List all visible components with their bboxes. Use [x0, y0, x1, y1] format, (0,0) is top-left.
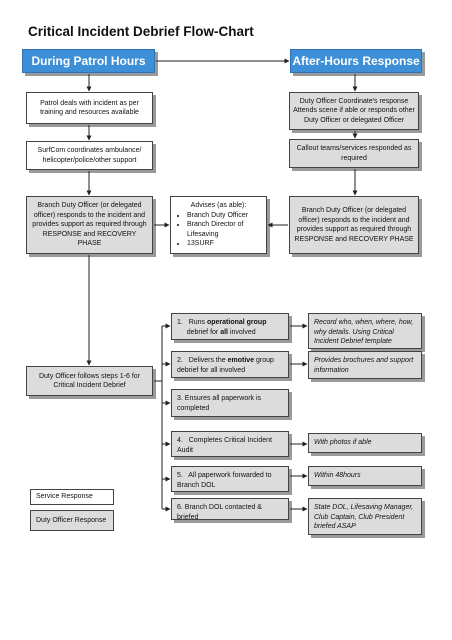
- callout-box: Callout teams/services responded as required: [289, 139, 419, 168]
- step-1-note: Record who, when, where, how, why details. Using Critical Incident Debrief template: [308, 313, 422, 349]
- advises-heading: Advises (as able):: [190, 202, 247, 209]
- step-text: Branch DOL contacted & briefed: [177, 504, 262, 521]
- step-2-note: Provides brochures and support information: [308, 351, 422, 379]
- advises-item: • Branch Duty Officer: [187, 211, 260, 221]
- step-text: debrief for: [184, 328, 221, 336]
- step-number: 6.: [177, 504, 183, 511]
- step-4-note: With photos if able: [308, 433, 422, 453]
- step-text: Ensures all paperwork is completed: [177, 395, 262, 412]
- patrol-hours-header: During Patrol Hours: [22, 49, 155, 73]
- step-text-bold: operational group: [206, 319, 267, 326]
- step-number: 2.: [177, 357, 183, 364]
- advises-item: • 13SURF: [187, 239, 260, 249]
- step-text: All paperwork forwarded to Branch DOL: [177, 472, 272, 489]
- legend-duty-officer-response: Duty Officer Response: [30, 510, 114, 531]
- step-number: 4.: [177, 437, 183, 444]
- advises-item: • Branch Director of Lifesaving: [187, 220, 260, 239]
- step-text: involved: [228, 328, 256, 336]
- page-title: Critical Incident Debrief Flow-Chart: [28, 24, 254, 39]
- after-hours-header: After-Hours Response: [290, 49, 422, 73]
- step-text-bold: all: [220, 328, 228, 336]
- legend-service-response: Service Response: [30, 489, 114, 505]
- step-number: 1.: [177, 319, 183, 326]
- step-text: Delivers the: [188, 357, 228, 364]
- duty-officer-coordinate-box: Duty Officer Coordinate's response Attends scene if able or responds other Duty Officer or delegated Officer: [289, 92, 419, 130]
- step-number: 5.: [177, 472, 183, 479]
- duty-officer-steps-box: Duty Officer follows steps 1-6 for Critical Incident Debrief: [26, 366, 153, 396]
- step-number: 3.: [177, 395, 183, 402]
- branch-duty-officer-box-left: Branch Duty Officer (or delegated officer) responds to the incident and provides support as required through RESPONSE and RECOVERY PHASE: [26, 196, 153, 254]
- step-text: Completes Critical Incident Audit: [177, 437, 272, 454]
- surfcom-box: SurfCom coordinates ambulance/ helicopter/police/other support: [26, 141, 153, 170]
- step-text: group debrief for all involved: [177, 357, 274, 374]
- branch-duty-officer-box-right: Branch Duty Officer (or delegated officer) responds to the incident and provides support as required through RESPONSE and RECOVERY PHASE: [289, 196, 419, 254]
- step-text-bold: emotive: [227, 357, 255, 364]
- step-5-note: Within 48hours: [308, 466, 422, 486]
- patrol-deals-box: Patrol deals with incident as per training and resources available: [26, 92, 153, 124]
- step-text: Runs: [188, 319, 207, 326]
- step-6-note: State DOL, Lifesaving Manager, Club Captain, Club President briefed ASAP: [308, 498, 422, 535]
